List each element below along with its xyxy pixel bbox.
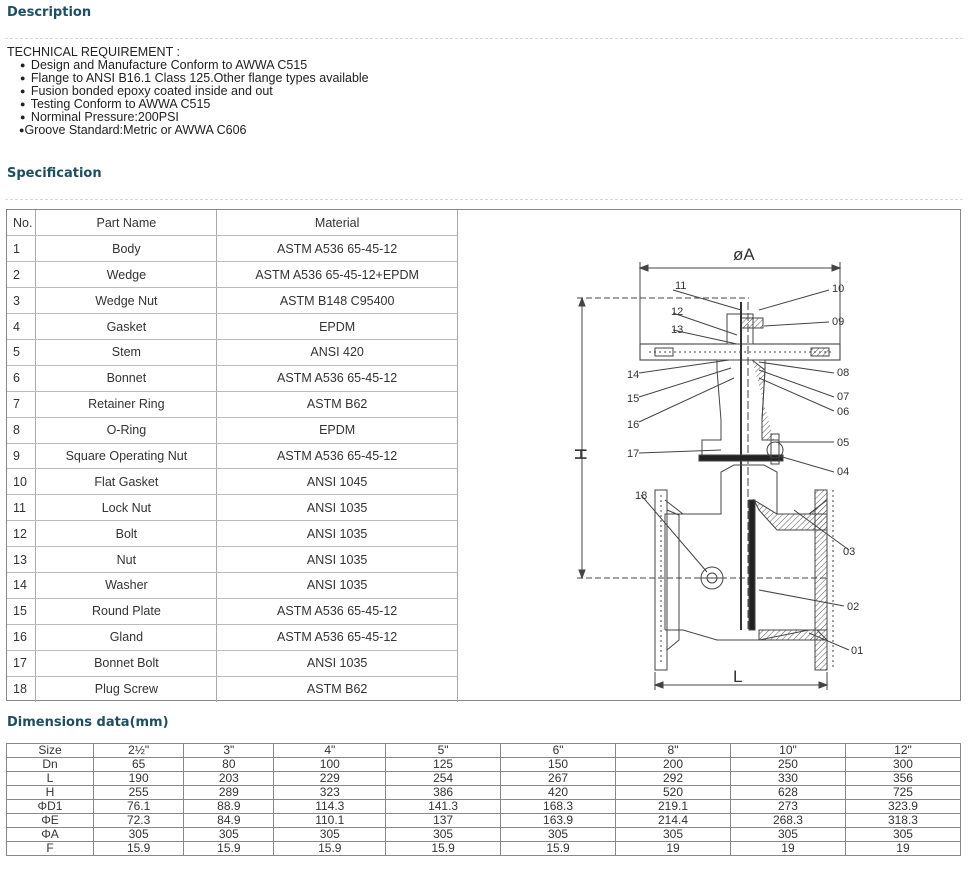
dimension-value: 229: [274, 772, 386, 786]
dimension-value: 100: [274, 758, 386, 772]
dimension-value: 110.1: [274, 814, 386, 828]
part-material: ANSI 1035: [217, 495, 458, 521]
dimensions-table: [6, 743, 961, 856]
dimension-value: 15.9: [94, 842, 184, 856]
part-no: 11: [7, 495, 36, 521]
part-name: Gland: [36, 624, 217, 650]
part-name: Wedge Nut: [36, 288, 217, 314]
part-no: 7: [7, 391, 36, 417]
dimension-value: 305: [274, 828, 386, 842]
part-no: 4: [7, 314, 36, 340]
part-material: ANSI 1045: [217, 469, 458, 495]
specification-title: Specification: [7, 166, 102, 181]
row-label: ΦA: [7, 828, 94, 842]
part-no: 5: [7, 339, 36, 365]
part-material: EPDM: [217, 314, 458, 340]
gate-valve-drawing: [459, 210, 960, 700]
dimension-value: 12": [845, 744, 960, 758]
technical-requirement-heading: TECHNICAL REQUIREMENT :: [7, 45, 180, 59]
dimension-value: 84.9: [184, 814, 274, 828]
technical-requirements: [7, 46, 369, 137]
part-material: ASTM A536 65-45-12: [217, 236, 458, 262]
dimension-value: 254: [386, 772, 501, 786]
dimension-value: 114.3: [274, 800, 386, 814]
callout-label: 13: [671, 324, 684, 336]
table-row: [7, 417, 458, 443]
table-row: [7, 800, 961, 814]
bullet-icon: ●: [20, 60, 26, 70]
table-row: [7, 572, 458, 598]
dimension-value: 141.3: [386, 800, 501, 814]
row-label: F: [7, 842, 94, 856]
part-name: Wedge: [36, 262, 217, 288]
part-material: ASTM B62: [217, 676, 458, 702]
dimension-value: 168.3: [501, 800, 616, 814]
row-label: H: [7, 786, 94, 800]
part-material: ANSI 1035: [217, 521, 458, 547]
callout-label: 05: [837, 437, 850, 449]
callout-label: 12: [671, 306, 684, 318]
table-row: [7, 547, 458, 573]
part-material: ASTM A536 65-45-12: [217, 624, 458, 650]
dimension-value: 330: [730, 772, 845, 786]
part-no: 14: [7, 572, 36, 598]
table-row: [7, 443, 458, 469]
dim-h-label: H: [571, 448, 590, 461]
dimension-value: 305: [616, 828, 731, 842]
part-material: ANSI 1035: [217, 572, 458, 598]
parts-table: [7, 210, 458, 702]
part-name: Body: [36, 236, 217, 262]
table-row: [7, 495, 458, 521]
description-title: Description: [7, 5, 92, 20]
dimension-value: 289: [184, 786, 274, 800]
dimension-value: 10": [730, 744, 845, 758]
dimension-value: 80: [184, 758, 274, 772]
dimension-value: 15.9: [184, 842, 274, 856]
table-row: [7, 772, 961, 786]
dimension-value: 214.4: [616, 814, 731, 828]
part-name: Lock Nut: [36, 495, 217, 521]
part-material: ASTM A536 65-45-12: [217, 598, 458, 624]
callout-label: 10: [832, 283, 845, 295]
part-name: Round Plate: [36, 598, 217, 624]
table-row: [7, 744, 961, 758]
part-name: Gasket: [36, 314, 217, 340]
part-name: Flat Gasket: [36, 469, 217, 495]
table-row: [7, 365, 458, 391]
part-name: Nut: [36, 547, 217, 573]
part-no: 6: [7, 365, 36, 391]
dimension-value: 255: [94, 786, 184, 800]
callout-label: 03: [843, 546, 856, 558]
dimension-value: 268.3: [730, 814, 845, 828]
table-row: [7, 814, 961, 828]
table-row: [7, 339, 458, 365]
dimension-value: 125: [386, 758, 501, 772]
part-material: ASTM B62: [217, 391, 458, 417]
dimension-value: 15.9: [274, 842, 386, 856]
dimension-value: 8": [616, 744, 731, 758]
part-name: Retainer Ring: [36, 391, 217, 417]
dimension-value: 628: [730, 786, 845, 800]
table-row: [7, 828, 961, 842]
part-no: 16: [7, 624, 36, 650]
requirement-item: ● Fusion bonded epoxy coated inside and out: [20, 84, 273, 98]
part-material: ASTM A536 65-45-12+EPDM: [217, 262, 458, 288]
table-row: [7, 650, 458, 676]
dimension-value: 356: [845, 772, 960, 786]
table-row: [7, 598, 458, 624]
part-material: ANSI 1035: [217, 650, 458, 676]
table-row: [7, 758, 961, 772]
callout-label: 01: [851, 645, 864, 657]
dimension-value: 305: [501, 828, 616, 842]
bullet-icon: ●: [20, 86, 26, 96]
dimension-value: 3": [184, 744, 274, 758]
part-name: Bolt: [36, 521, 217, 547]
part-no: 10: [7, 469, 36, 495]
part-no: 17: [7, 650, 36, 676]
dimension-value: 305: [184, 828, 274, 842]
dimension-value: 305: [386, 828, 501, 842]
dimension-value: 219.1: [616, 800, 731, 814]
divider: [5, 38, 963, 39]
callout-label: 02: [847, 601, 860, 613]
dimension-value: 300: [845, 758, 960, 772]
dimension-value: 323.9: [845, 800, 960, 814]
dimension-value: 203: [184, 772, 274, 786]
dimension-value: 137: [386, 814, 501, 828]
specification-panel: [6, 209, 961, 701]
dimension-value: 163.9: [501, 814, 616, 828]
dimension-value: 200: [616, 758, 731, 772]
callout-label: 11: [675, 280, 687, 292]
callout-label: 08: [837, 367, 850, 379]
row-label: L: [7, 772, 94, 786]
part-material: ASTM A536 65-45-12: [217, 365, 458, 391]
part-name: Square Operating Nut: [36, 443, 217, 469]
dimension-value: 250: [730, 758, 845, 772]
dimension-value: 305: [845, 828, 960, 842]
table-row: [7, 624, 458, 650]
row-label: Dn: [7, 758, 94, 772]
part-material: ASTM B148 C95400: [217, 288, 458, 314]
dimension-value: 318.3: [845, 814, 960, 828]
dimension-value: 520: [616, 786, 731, 800]
part-no: 12: [7, 521, 36, 547]
dimension-value: 305: [730, 828, 845, 842]
dimension-value: 72.3: [94, 814, 184, 828]
table-row: [7, 314, 458, 340]
row-label: Size: [7, 744, 94, 758]
dimension-value: 190: [94, 772, 184, 786]
requirement-item: ●Groove Standard:Metric or AWWA C606: [19, 123, 247, 137]
part-name: O-Ring: [36, 417, 217, 443]
dimension-value: 15.9: [386, 842, 501, 856]
part-name: Bonnet: [36, 365, 217, 391]
dimension-value: 386: [386, 786, 501, 800]
dimension-value: 6": [501, 744, 616, 758]
header-material: Material: [217, 210, 458, 236]
part-material: ASTM A536 65-45-12: [217, 443, 458, 469]
part-material: ANSI 420: [217, 339, 458, 365]
callout-label: 18: [635, 490, 648, 502]
part-material: ANSI 1035: [217, 547, 458, 573]
divider: [5, 199, 963, 200]
callout-label: 14: [627, 369, 640, 381]
dimension-value: 323: [274, 786, 386, 800]
table-header-row: [7, 210, 458, 236]
dimension-value: 19: [730, 842, 845, 856]
table-row: [7, 391, 458, 417]
part-name: Plug Screw: [36, 676, 217, 702]
callout-label: 04: [837, 466, 850, 478]
table-row: [7, 786, 961, 800]
callout-label: 06: [837, 406, 850, 418]
part-no: 9: [7, 443, 36, 469]
dimension-value: 267: [501, 772, 616, 786]
row-label: ΦD1: [7, 800, 94, 814]
bullet-icon: ●: [19, 125, 25, 135]
table-row: [7, 236, 458, 262]
row-label: ΦE: [7, 814, 94, 828]
bullet-icon: ●: [20, 112, 26, 122]
requirement-item: ● Design and Manufacture Conform to AWWA C515: [20, 58, 308, 72]
dimension-value: 150: [501, 758, 616, 772]
part-name: Stem: [36, 339, 217, 365]
dimension-value: 76.1: [94, 800, 184, 814]
dimension-value: 2½": [94, 744, 184, 758]
dimension-value: 15.9: [501, 842, 616, 856]
dimension-value: 88.9: [184, 800, 274, 814]
part-no: 8: [7, 417, 36, 443]
dimension-value: 19: [845, 842, 960, 856]
table-row: [7, 288, 458, 314]
dimensions-title: Dimensions data(mm): [7, 715, 169, 730]
dimension-value: 420: [501, 786, 616, 800]
requirement-item: ● Norminal Pressure:200PSI: [20, 110, 179, 124]
dimension-value: 725: [845, 786, 960, 800]
part-name: Bonnet Bolt: [36, 650, 217, 676]
callout-label: 15: [627, 393, 640, 405]
bullet-icon: ●: [20, 73, 26, 83]
part-no: 18: [7, 676, 36, 702]
part-name: Washer: [36, 572, 217, 598]
dim-l-label: L: [733, 667, 743, 686]
dimension-value: 4": [274, 744, 386, 758]
callout-label: 17: [627, 448, 640, 460]
callout-label: 09: [832, 316, 845, 328]
requirement-item: ● Testing Conform to AWWA C515: [20, 97, 211, 111]
table-row: [7, 262, 458, 288]
table-row: [7, 676, 458, 702]
requirement-item: ● Flange to ANSI B16.1 Class 125.Other flange types available: [20, 71, 369, 85]
callout-label: 07: [837, 391, 850, 403]
dimension-value: 292: [616, 772, 731, 786]
part-no: 13: [7, 547, 36, 573]
header-no: No.: [7, 210, 36, 236]
dimension-value: 65: [94, 758, 184, 772]
part-no: 2: [7, 262, 36, 288]
table-row: [7, 469, 458, 495]
table-row: [7, 842, 961, 856]
part-no: 15: [7, 598, 36, 624]
table-row: [7, 521, 458, 547]
part-no: 1: [7, 236, 36, 262]
header-part-name: Part Name: [36, 210, 217, 236]
dimension-value: 305: [94, 828, 184, 842]
part-material: EPDM: [217, 417, 458, 443]
dimension-value: 19: [616, 842, 731, 856]
dimension-value: 273: [730, 800, 845, 814]
bullet-icon: ●: [20, 99, 26, 109]
dimension-value: 5": [386, 744, 501, 758]
part-no: 3: [7, 288, 36, 314]
dim-a-label: øA: [733, 245, 755, 264]
callout-label: 16: [627, 419, 640, 431]
